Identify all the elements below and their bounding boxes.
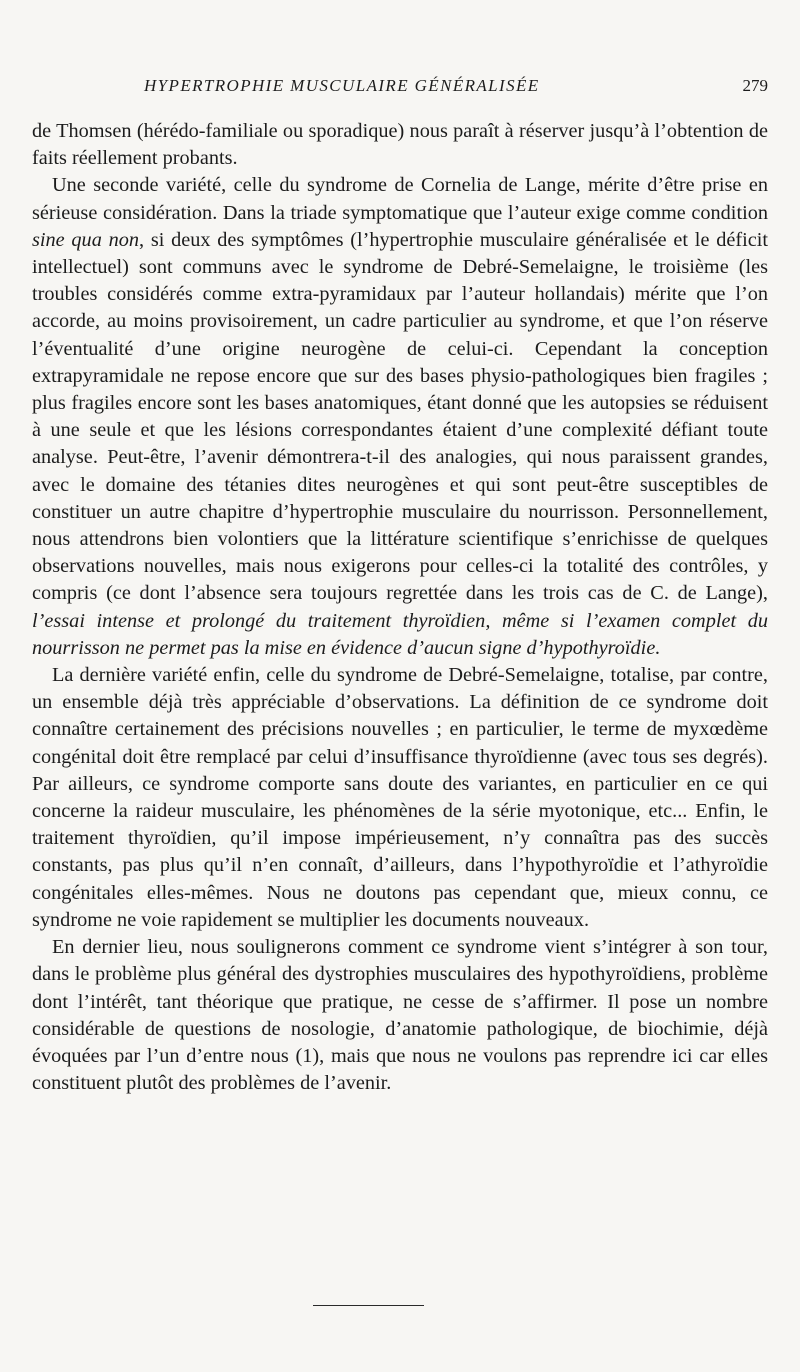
page-header: [32, 76, 768, 102]
latin-phrase: sine qua non: [32, 228, 140, 251]
paragraph-3: [32, 662, 768, 934]
paragraph-4: [32, 934, 768, 1097]
running-title: HYPERTROPHIE MUSCULAIRE GÉNÉRALISÉE: [144, 76, 540, 95]
paragraph-2-text-b: , si deux des symptômes (l’hypertrophie musculaire généralisée et le déficit intellectuel) sont communs avec le syndrome de Debré-Semelaigne, le troisième (les troubles considérés comme extra-pyramidaux par l’auteur hollandais) mérite que l’on accorde, au moins provisoirement, un cadre particulier au syndrome, et que l’on réserve l’éventualité d’une origine neurogène de celui-ci. Cependant la conception extrapyramidale ne repose encore que sur des bases physio-pathologiques bien fragiles ; plus fragiles encore sont les bases anatomiques, étant donné que les autopsies se réduisent à une seule et que les lésions correspondantes étaient d’une complexité défiant toute analyse. Peut-être, l’avenir démontrera-t-il des analogies, qui nous paraissent grandes, avec le domaine des tétanies dites neurogènes et qui sont peut-être susceptibles de constituer un autre chapitre d’hypertrophie musculaire du nourrisson. Personnellement, nous attendrons bien volontiers que la littérature scientifique s’enrichisse de quelques observations nouvelles, mais nous exigerons pour celles-ci la totalité des contrôles, y compris (ce dont l’absence sera toujours regrettée dans les trois cas de C. de Lange),: [32, 228, 768, 605]
paragraph-2: [32, 172, 768, 662]
paragraph-2-text-a: Une seconde variété, celle du syndrome de Cornelia de Lange, mérite d’être prise en sérieuse considération. Dans la triade symptomatique que l’auteur exige comme condition: [32, 174, 768, 224]
paragraph-4-text: En dernier lieu, nous soulignerons comment ce syndrome vient s’intégrer à son tour, dans le problème plus général des dystrophies musculaires des hypothyroïdiens, problème dont l’intérêt, tant théorique que pratique, ne cesse de s’affirmer. Il pose un nombre considérable de questions de nosologie, d’anatomie pathologique, de biochimie, déjà évoquées par l’un d’entre nous (1), mais que nous ne voulons pas reprendre ici car elles constituent plutôt des problèmes de l’avenir.: [32, 936, 768, 1095]
paragraph-3-text: La dernière variété enfin, celle du syndrome de Debré-Semelaigne, totalise, par contre, un ensemble déjà très appréciable d’observations. La définition de ce syndrome doit connaître certainement des précisions nouvelles ; en particulier, le terme de myxœdème congénital doit être remplacé par celui d’insuffisance thyroïdienne (avec tous ses degrés). Par ailleurs, ce syndrome comporte sans doute des variantes, en particulier en ce qui concerne la raideur musculaire, les phénomènes de la série myotonique, etc... Enfin, le traitement thyroïdien, qu’il impose impérieusement, n’y connaîtra pas des succès constants, pas plus qu’il n’en connaît, d’ailleurs, dans l’hypothyroïdie et l’athyroïdie congénitales elles-mêmes. Nous ne doutons pas cependant que, mieux connu, ce syndrome ne voie rapidement se multiplier les documents nouveaux.: [32, 664, 768, 931]
body-text: [32, 118, 768, 1097]
page-number: 279: [742, 76, 768, 95]
emphasized-passage: l’essai intense et prolongé du traitement thyroïdien, même si l’examen complet du nourrisson ne permet pas la mise en évidence d’aucun signe d’hypothyroïdie.: [32, 609, 768, 659]
paragraph-1: [32, 118, 768, 172]
end-rule: [313, 1305, 424, 1306]
paragraph-1-text: de Thomsen (hérédo-familiale ou sporadique) nous paraît à réserver jusqu’à l’obtention de faits réellement probants.: [32, 120, 768, 170]
